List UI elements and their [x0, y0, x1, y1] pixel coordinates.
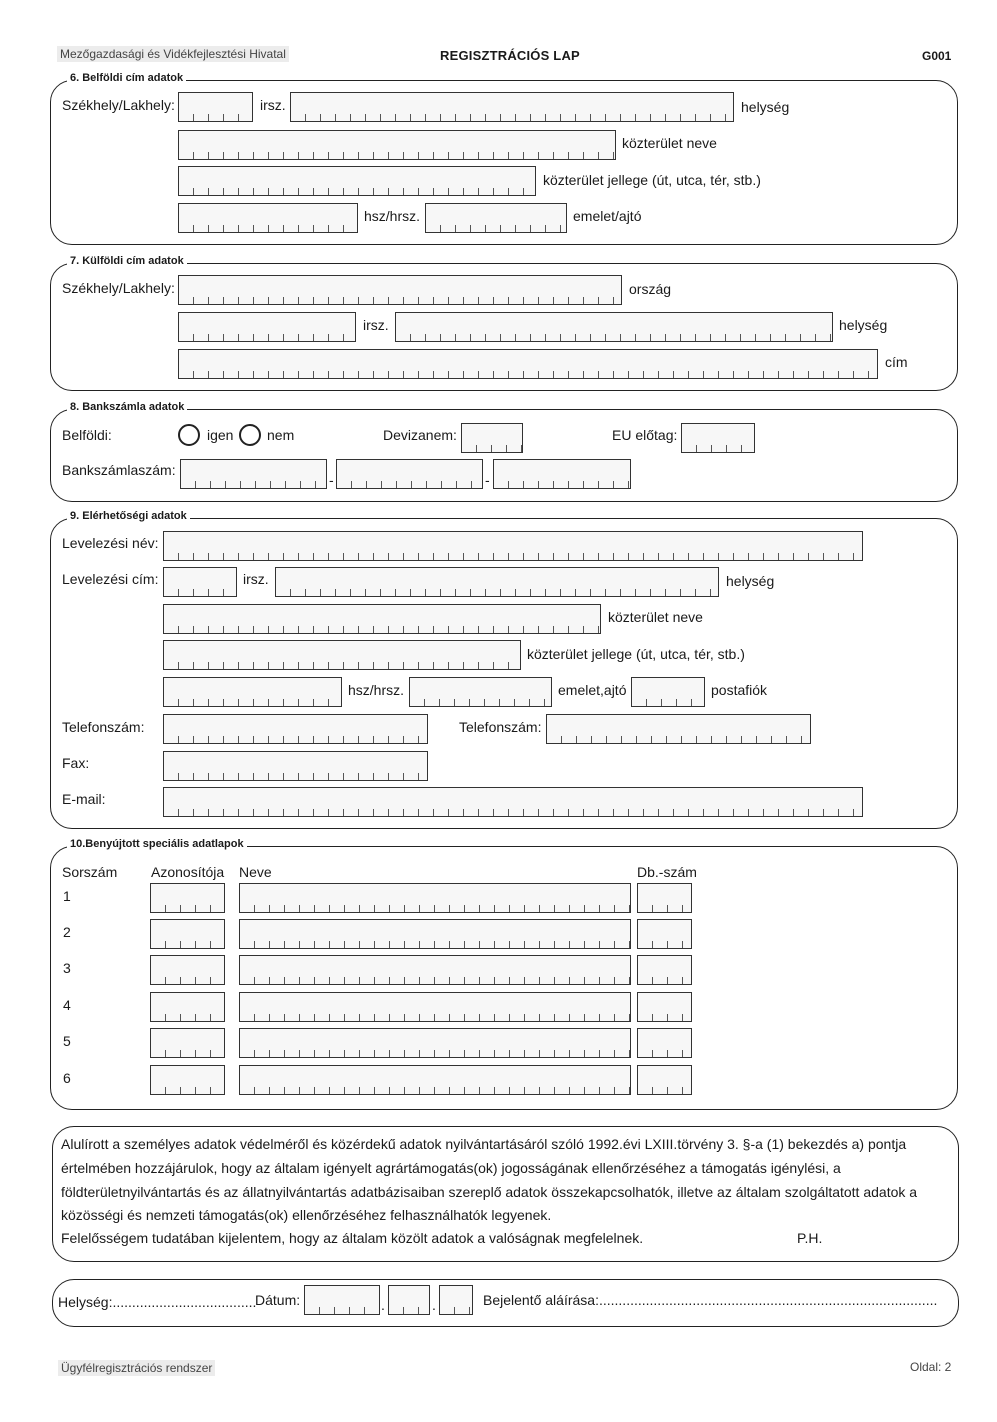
fax-label: Fax: — [62, 755, 90, 771]
account-separator: - — [329, 472, 334, 488]
date-separator: . — [381, 1297, 385, 1313]
eu-prefix-label: EU előtag: — [612, 427, 678, 443]
zip-field[interactable] — [178, 92, 253, 122]
section-title: 7. Külföldi cím adatok — [67, 255, 187, 267]
zip-field[interactable] — [178, 312, 356, 342]
row-number: 2 — [63, 924, 71, 940]
house-number-label: hsz/hrsz. — [348, 682, 405, 698]
place-label: Helység:..................................... — [58, 1294, 257, 1310]
seat-label: Székhely/Lakhely: — [62, 280, 175, 296]
section-title: 10.Benyújtott speciális adatlapok — [67, 838, 247, 850]
mail-name-field[interactable] — [163, 531, 863, 561]
declaration-line: földterületnyilvántartás és az állatnyilvántartás adatbázisaiban szereplő adatok összekapcsolhatók, illetve az általam szolgáltatott adatok a — [61, 1184, 918, 1200]
form-name-field[interactable] — [239, 919, 631, 949]
currency-field[interactable] — [461, 423, 523, 453]
floor-door-field[interactable] — [409, 677, 552, 707]
section-contact — [50, 510, 958, 829]
form-name-field[interactable] — [239, 1065, 631, 1095]
fax-field[interactable] — [163, 751, 428, 781]
section-title: 8. Bankszámla adatok — [67, 401, 187, 413]
page-number: Oldal: 2 — [910, 1360, 952, 1374]
account-part3-field[interactable] — [493, 459, 631, 489]
declaration-line: Felelősségem tudatában kijelentem, hogy az általam közölt adatok a valóságnak megfelelnek. — [61, 1230, 644, 1246]
city-field[interactable] — [275, 567, 719, 597]
section-title: 9. Elérhetőségi adatok — [67, 510, 190, 522]
email-field[interactable] — [163, 787, 863, 817]
agency-name: Mezőgazdasági és Vidékfejlesztési Hivatal — [57, 46, 289, 62]
declaration-box — [52, 1126, 959, 1262]
col-id-header: Azonosítója — [151, 864, 225, 880]
city-label: helység — [839, 317, 888, 333]
date-separator: . — [432, 1297, 436, 1313]
account-part1-field[interactable] — [180, 459, 327, 489]
eu-prefix-field[interactable] — [681, 423, 755, 453]
street-type-label: közterület jellege (út, utca, tér, stb.) — [543, 172, 761, 188]
form-count-field[interactable] — [637, 883, 692, 913]
form-count-field[interactable] — [637, 1065, 692, 1095]
form-name-field[interactable] — [239, 992, 631, 1022]
domestic-label: Belföldi: — [62, 427, 112, 443]
date-month-field[interactable] — [388, 1285, 430, 1315]
col-name-header: Neve — [239, 864, 272, 880]
mail-name-label: Levelezési név: — [62, 535, 159, 551]
row-number: 1 — [63, 888, 71, 904]
form-id-field[interactable] — [150, 992, 225, 1022]
city-label: helység — [741, 99, 790, 115]
form-count-field[interactable] — [637, 992, 692, 1022]
date-year-field[interactable] — [304, 1285, 380, 1315]
floor-door-label: emelet/ajtó — [573, 208, 642, 224]
seat-label: Székhely/Lakhely: — [62, 97, 175, 113]
country-label: ország — [629, 281, 672, 297]
zip-label: irsz. — [243, 571, 269, 587]
city-field[interactable] — [395, 312, 833, 342]
section-title: 6. Belföldi cím adatok — [67, 72, 186, 84]
street-name-label: közterület neve — [608, 609, 703, 625]
phone-label: Telefonszám: — [62, 719, 145, 735]
street-name-field[interactable] — [178, 130, 616, 160]
house-number-field[interactable] — [163, 677, 342, 707]
form-count-field[interactable] — [637, 955, 692, 985]
form-count-field[interactable] — [637, 919, 692, 949]
house-number-label: hsz/hrsz. — [364, 208, 421, 224]
account-number-label: Bankszámlaszám: — [62, 462, 176, 478]
declaration-line: értelmében hozzájárulok, hogy az általam igényelt agrártámogatás(ok) jogosságának ellenőrzéséhez a támogatás igénylési, a — [61, 1160, 841, 1176]
po-box-label: postafiók — [711, 682, 768, 698]
zip-label: irsz. — [363, 317, 389, 333]
col-serial-header: Sorszám — [62, 864, 118, 880]
form-name-field[interactable] — [239, 955, 631, 985]
page-title: REGISZTRÁCIÓS LAP — [440, 48, 580, 63]
street-type-field[interactable] — [163, 640, 521, 670]
street-name-label: közterület neve — [622, 135, 717, 151]
declaration-line: Alulírott a személyes adatok védelméről és közérdekű adatok nyilvántartásáról szóló 1992.évi LXIII.törvény 3. §-a (1) bekezdés a) pontja — [61, 1136, 907, 1152]
currency-label: Devizanem: — [383, 427, 457, 443]
declaration-line: közösségi és nemzeti támogatás(ok) ellenőrzéséhez felhasználhatók legyenek. — [61, 1207, 552, 1223]
country-field[interactable] — [178, 275, 622, 305]
city-field[interactable] — [290, 92, 734, 122]
floor-door-label: emelet,ajtó — [558, 682, 627, 698]
domestic-no-radio[interactable] — [239, 424, 261, 446]
email-label: E-mail: — [62, 791, 106, 807]
row-number: 5 — [63, 1033, 71, 1049]
street-type-label: közterület jellege (út, utca, tér, stb.) — [527, 646, 745, 662]
street-name-field[interactable] — [163, 604, 601, 634]
date-label: Dátum: — [255, 1292, 301, 1308]
phone2-field[interactable] — [546, 714, 811, 744]
address-label: cím — [885, 354, 908, 370]
form-id-field[interactable] — [150, 1028, 225, 1058]
signature-label: Bejelentő aláírása:....................................................................................... — [483, 1292, 938, 1308]
phone-field[interactable] — [163, 714, 428, 744]
form-id-field[interactable] — [150, 955, 225, 985]
stamp-label: P.H. — [797, 1230, 823, 1246]
row-number: 4 — [63, 997, 71, 1013]
account-part2-field[interactable] — [336, 459, 483, 489]
form-id-field[interactable] — [150, 1065, 225, 1095]
floor-door-field[interactable] — [425, 203, 567, 233]
form-name-field[interactable] — [239, 1028, 631, 1058]
form-id-field[interactable] — [150, 919, 225, 949]
domestic-no-label: nem — [267, 427, 295, 443]
form-id-field[interactable] — [150, 883, 225, 913]
row-number: 6 — [63, 1070, 71, 1086]
house-number-field[interactable] — [178, 203, 358, 233]
form-count-field[interactable] — [637, 1028, 692, 1058]
form-name-field[interactable] — [239, 883, 631, 913]
po-box-field[interactable] — [631, 677, 705, 707]
account-separator: - — [485, 472, 490, 488]
date-day-field[interactable] — [439, 1285, 473, 1315]
street-type-field[interactable] — [178, 166, 536, 196]
phone2-label: Telefonszám: — [459, 719, 542, 735]
zip-field[interactable] — [163, 567, 237, 597]
city-label: helység — [726, 573, 775, 589]
mail-address-label: Levelezési cím: — [62, 571, 159, 587]
row-number: 3 — [63, 960, 71, 976]
zip-label: irsz. — [260, 97, 286, 113]
address-field[interactable] — [178, 349, 878, 379]
system-name: Ügyfélregisztrációs rendszer — [58, 1360, 215, 1376]
form-code: G001 — [922, 49, 952, 63]
domestic-yes-label: igen — [207, 427, 234, 443]
col-count-header: Db.-szám — [637, 864, 697, 880]
domestic-yes-radio[interactable] — [178, 424, 200, 446]
